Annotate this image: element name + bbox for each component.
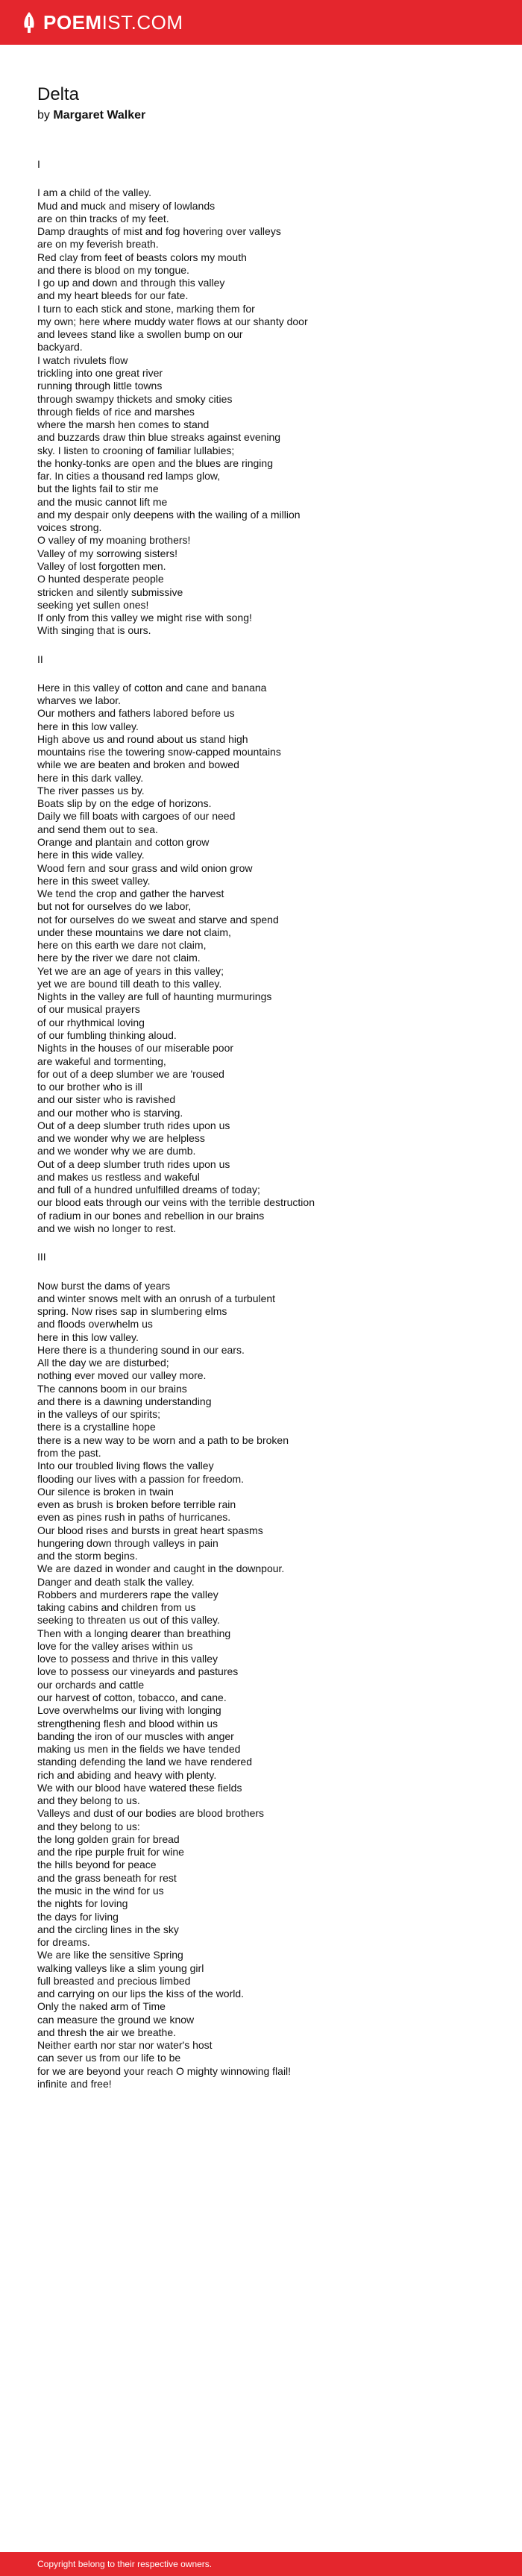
poem-line: Into our troubled living flows the valley: [37, 1460, 214, 1472]
poem-line: of our fumbling thinking aloud.: [37, 1029, 177, 1041]
site-logo[interactable]: [21, 11, 183, 34]
poem-line: the honky-tonks are open and the blues are ringing: [37, 456, 273, 469]
poem-line: here in this dark valley.: [37, 771, 144, 784]
logo-bold: POEM: [43, 11, 102, 34]
poem-line: Valley of my sorrowing sisters!: [37, 547, 178, 559]
poem-line: sky. I listen to crooning of familiar lullabies;: [37, 444, 235, 456]
poem-line: yet we are bound till death to this valley.: [37, 977, 222, 990]
poem-line: through fields of rice and marshes: [37, 405, 195, 418]
poem-line: Danger and death stalk the valley.: [37, 1575, 195, 1588]
poem-line: making us men in the fields we have tended: [37, 1743, 241, 1756]
poem-line: my own; here where muddy water flows at our shanty door: [37, 315, 308, 327]
poem-line: We with our blood have watered these fields: [37, 1781, 242, 1794]
site-header: [0, 0, 522, 45]
poem-line: seeking to threaten us out of this valley.: [37, 1614, 220, 1627]
poem-line: All the day we are disturbed;: [37, 1357, 169, 1369]
poem-line: Neither earth nor star nor water's host: [37, 2039, 213, 2052]
poem-line: seeking yet sullen ones!: [37, 598, 149, 611]
poem-line: I turn to each stick and stone, marking them for: [37, 302, 255, 315]
poem-line: running through little towns: [37, 380, 163, 392]
poem-line: here on this earth we dare not claim,: [37, 939, 207, 952]
poem-line: and buzzards draw thin blue streaks against evening: [37, 431, 281, 444]
site-footer: [0, 2552, 522, 2576]
poem-line: the hills beyond for peace: [37, 1859, 157, 1871]
poem-body: [37, 158, 500, 2090]
poem-line: Nights in the houses of our miserable poor: [37, 1042, 234, 1055]
poem-line: nothing ever moved our valley more.: [37, 1369, 207, 1382]
poem-line: flooding our lives with a passion for freedom.: [37, 1472, 245, 1485]
poem-line: here in this sweet valley.: [37, 874, 151, 887]
poem-line: in the valleys of our spirits;: [37, 1408, 160, 1421]
poem-line: wharves we labor.: [37, 694, 122, 707]
poem-line: of our musical prayers: [37, 1003, 140, 1016]
poem-line: can sever us from our life to be: [37, 2052, 181, 2064]
poem-line: backyard.: [37, 341, 83, 354]
poem-line: even as pines rush in paths of hurricanes.: [37, 1511, 231, 1524]
poem-line: and they belong to us:: [37, 1820, 140, 1832]
poem-line: there is a crystalline hope: [37, 1421, 156, 1433]
poem-line: Love overwhelms our living with longing: [37, 1704, 221, 1717]
poem-line: through swampy thickets and smoky cities: [37, 392, 233, 405]
poem-section: [37, 653, 500, 1251]
poem-line: the days for living: [37, 1910, 119, 1923]
poem-line: infinite and free!: [37, 2077, 112, 2090]
poem-line: voices strong.: [37, 521, 102, 534]
logo-light: IST.COM: [101, 11, 183, 34]
poem-line: Out of a deep slumber truth rides upon us: [37, 1119, 230, 1131]
poem-section: [37, 1251, 500, 2090]
poem-content: [37, 84, 500, 2090]
section-numeral: III: [37, 1251, 46, 1263]
poem-line: Orange and plantain and cotton grow: [37, 836, 210, 849]
quill-icon: [21, 11, 37, 34]
section-numeral: I: [37, 158, 40, 170]
poem-line: and our mother who is starving.: [37, 1106, 183, 1119]
poem-line: and winter snows melt with an onrush of a turbulent: [37, 1292, 276, 1304]
poem-line: Daily we fill boats with cargoes of our need: [37, 810, 236, 823]
poem-line: We are like the sensitive Spring: [37, 1949, 183, 1961]
poem-line: but the lights fail to stir me: [37, 483, 159, 495]
poem-line: love for the valley arises within us: [37, 1639, 193, 1652]
poem-line: here by the river we dare not claim.: [37, 952, 201, 964]
poem-line: Our mothers and fathers labored before us: [37, 707, 235, 720]
poem-line: here in this wide valley.: [37, 849, 145, 861]
poem-line: not for ourselves do we sweat and starve and spend: [37, 913, 279, 926]
poem-line: Yet we are an age of years in this valley;: [37, 964, 224, 977]
poem-line: of radium in our bones and rebellion in our brains: [37, 1209, 265, 1222]
poem-line: Only the naked arm of Time: [37, 2000, 166, 2013]
poem-line: I am a child of the valley.: [37, 186, 152, 199]
poem-author[interactable]: Margaret Walker: [53, 109, 146, 122]
poem-line: Now burst the dams of years: [37, 1279, 171, 1292]
poem-line: spring. Now rises sap in slumbering elms: [37, 1305, 227, 1318]
poem-line: and they belong to us.: [37, 1794, 140, 1807]
poem-line: and levees stand like a swollen bump on our: [37, 328, 243, 341]
poem-line: and send them out to sea.: [37, 823, 158, 835]
poem-line: and floods overwhelm us: [37, 1318, 153, 1331]
poem-line: and my heart bleeds for our fate.: [37, 289, 189, 302]
poem-line: Damp draughts of mist and fog hovering over valleys: [37, 225, 281, 238]
poem-line: Our silence is broken in twain: [37, 1485, 174, 1498]
poem-section: [37, 158, 500, 653]
poem-line: I watch rivulets flow: [37, 354, 128, 366]
poem-line: and my despair only deepens with the wailing of a million: [37, 508, 301, 521]
poem-line: Nights in the valley are full of haunting murmurings: [37, 990, 272, 1003]
byline-prefix: by: [37, 109, 50, 122]
poem-line: there is a new way to be worn and a path to be broken: [37, 1433, 289, 1446]
poem-line: walking valleys like a slim young girl: [37, 1961, 204, 1974]
poem-line: love to possess and thrive in this valley: [37, 1653, 218, 1665]
poem-line: and the grass beneath for rest: [37, 1871, 177, 1884]
poem-line: If only from this valley we might rise with song!: [37, 612, 252, 624]
poem-line: our harvest of cotton, tobacco, and cane.: [37, 1691, 227, 1704]
logo-wordmark: [43, 13, 183, 32]
poem-line: strengthening flesh and blood within us: [37, 1717, 218, 1730]
poem-line: the music in the wind for us: [37, 1885, 164, 1897]
poem-line: I go up and down and through this valley: [37, 277, 225, 289]
poem-line: The river passes us by.: [37, 784, 145, 797]
poem-line: and there is a dawning understanding: [37, 1395, 212, 1407]
poem-line: Boats slip by on the edge of horizons.: [37, 797, 212, 810]
poem-line: Our blood rises and bursts in great heart spasms: [37, 1524, 263, 1536]
poem-line: trickling into one great river: [37, 366, 163, 379]
poem-line: Here in this valley of cotton and cane and banana: [37, 681, 267, 694]
poem-line: and the ripe purple fruit for wine: [37, 1846, 184, 1859]
poem-line: but not for ourselves do we labor,: [37, 900, 192, 913]
poem-line: mountains rise the towering snow-capped mountains: [37, 746, 281, 758]
poem-line: stricken and silently submissive: [37, 585, 183, 598]
poem-line: With singing that is ours.: [37, 624, 151, 637]
poem-line: love to possess our vineyards and pastures: [37, 1665, 239, 1678]
poem-line: O valley of my moaning brothers!: [37, 534, 191, 547]
poem-line: are on thin tracks of my feet.: [37, 212, 169, 224]
poem-line: We tend the crop and gather the harvest: [37, 888, 224, 900]
copyright-text: Copyright belong to their respective owners.: [37, 2559, 213, 2569]
poem-line: and the circling lines in the sky: [37, 1923, 179, 1935]
poem-line: and thresh the air we breathe.: [37, 2026, 177, 2038]
poem-line: under these mountains we dare not claim,: [37, 926, 231, 938]
poem-line: our orchards and cattle: [37, 1678, 145, 1691]
poem-line: and we wonder why we are dumb.: [37, 1145, 196, 1157]
poem-line: Valleys and dust of our bodies are blood brothers: [37, 1807, 265, 1820]
poem-line: for dreams.: [37, 1936, 90, 1949]
poem-line: are wakeful and tormenting,: [37, 1055, 166, 1067]
poem-line: hungering down through valleys in pain: [37, 1536, 218, 1549]
poem-line: and carrying on our lips the kiss of the world.: [37, 1988, 245, 2000]
poem-line: to our brother who is ill: [37, 1081, 142, 1093]
poem-line: can measure the ground we know: [37, 2013, 195, 2026]
poem-line: and the storm begins.: [37, 1550, 138, 1562]
poem-line: and we wish no longer to rest.: [37, 1222, 176, 1234]
poem-line: while we are beaten and broken and bowed: [37, 758, 239, 771]
poem-line: Here there is a thundering sound in our ears.: [37, 1343, 245, 1356]
poem-title: Delta: [37, 84, 80, 104]
poem-line: rich and abiding and heavy with plenty.: [37, 1768, 217, 1781]
poem-line: where the marsh hen comes to stand: [37, 418, 210, 431]
poem-line: High above us and round about us stand high: [37, 732, 248, 745]
poem-line: banding the iron of our muscles with anger: [37, 1730, 234, 1742]
poem-line: and makes us restless and wakeful: [37, 1170, 200, 1183]
poem-line: full breasted and precious limbed: [37, 1974, 191, 1987]
poem-line: for out of a deep slumber we are 'roused: [37, 1067, 224, 1080]
poem-byline: [37, 107, 500, 124]
poem-line: are on my feverish breath.: [37, 238, 159, 251]
poem-line: taking cabins and children from us: [37, 1601, 196, 1614]
poem-line: Then with a longing dearer than breathing: [37, 1627, 231, 1639]
poem-line: the long golden grain for bread: [37, 1832, 180, 1845]
poem-line: here in this low valley.: [37, 720, 139, 732]
poem-line: and full of a hundred unfulfilled dreams of today;: [37, 1184, 260, 1196]
poem-line: Robbers and murderers rape the valley: [37, 1588, 218, 1600]
poem-line: far. In cities a thousand red lamps glow,: [37, 470, 221, 483]
poem-line: Out of a deep slumber truth rides upon us: [37, 1157, 230, 1170]
poem-line: Mud and muck and misery of lowlands: [37, 199, 216, 212]
poem-line: The cannons boom in our brains: [37, 1382, 187, 1395]
poem-line: for we are beyond your reach O mighty winnowing flail!: [37, 2064, 292, 2077]
poem-line: even as brush is broken before terrible rain: [37, 1498, 236, 1511]
poem-line: O hunted desperate people: [37, 573, 164, 585]
poem-line: Wood fern and sour grass and wild onion grow: [37, 861, 253, 874]
poem-line: and we wonder why we are helpless: [37, 1132, 205, 1145]
poem-line: We are dazed in wonder and caught in the downpour.: [37, 1562, 285, 1575]
section-numeral: II: [37, 653, 43, 665]
poem-line: our blood eats through our veins with the terrible destruction: [37, 1196, 315, 1209]
poem-line: here in this low valley.: [37, 1331, 139, 1343]
poem-line: Red clay from feet of beasts colors my mouth: [37, 251, 247, 263]
poem-line: standing defending the land we have rendered: [37, 1756, 252, 1768]
poem-line: Valley of lost forgotten men.: [37, 559, 166, 572]
poem-line: of our rhythmical loving: [37, 1016, 145, 1028]
poem-line: and our sister who is ravished: [37, 1093, 176, 1106]
poem-line: the nights for loving: [37, 1897, 128, 1910]
poem-line: from the past.: [37, 1446, 101, 1459]
poem-line: and the music cannot lift me: [37, 495, 168, 508]
poem-line: and there is blood on my tongue.: [37, 263, 189, 276]
